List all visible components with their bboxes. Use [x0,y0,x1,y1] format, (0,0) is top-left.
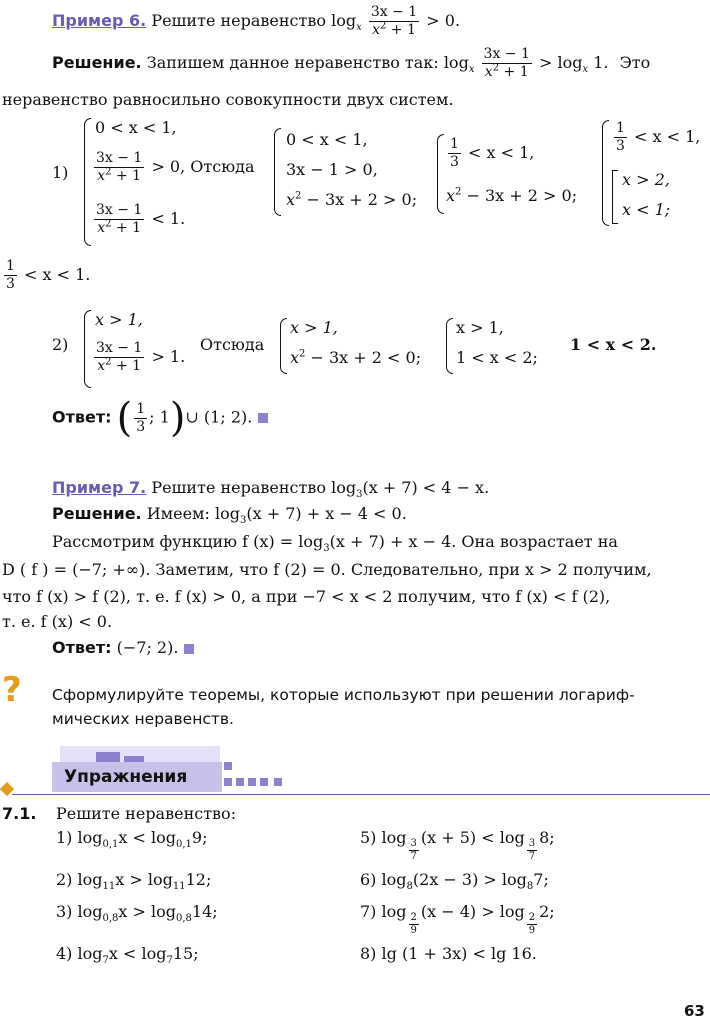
log-base: 3 [239,515,247,526]
example7-label: Пример 7. [52,478,147,497]
base-denominator: 9 [410,925,417,936]
rhs-one: 1. [593,53,609,72]
case1-sys-d1 [612,120,700,155]
solution-pre: Имеем: log [146,504,240,523]
item-part: 9; [191,828,208,847]
case1-bracket-d [612,170,618,224]
item-part: log [77,828,103,847]
solution-label: Решение. [52,53,142,72]
case1-sys-b2: 3x − 1 > 0, [286,160,378,179]
case1-sys-a2 [92,150,255,185]
case2-sys-c2: 1 < x < 2; [456,348,538,367]
case2-sys-c1: x > 1, [456,318,504,337]
den-base: x [372,22,380,38]
case1-sys-a3 [92,202,185,237]
item-part: log [77,944,103,963]
item-part: 8; [539,828,555,847]
tail: < x < 1, [468,143,535,162]
item-part: (x + 5) < log [420,828,525,847]
case2-brace-a [84,310,91,388]
answer-tail: ∪ (1; 2). [185,407,253,427]
item-part: x > log [118,902,177,921]
fraction-denominator: 3 [6,276,15,292]
case2-sys-b2 [290,348,421,367]
example7-solution [52,504,407,526]
example7-p1 [52,532,618,554]
item-part: x < log [118,828,177,847]
solution-text: Запишем данное неравенство так: [146,53,439,72]
case2-sys-a2 [92,340,185,375]
var: x [290,348,300,367]
case1-sys-b3 [286,190,417,209]
base-denominator: 7 [410,851,417,862]
item-part: log [381,828,407,847]
log-base: 7 [102,955,109,966]
case1-sys-c2 [446,186,577,205]
example6-task: Решите неравенство [151,11,326,30]
fraction-denominator [482,64,532,81]
log-base: 7 [166,955,173,966]
example7-header [52,478,490,500]
item-part: 7; [533,870,549,889]
item-part: log [77,902,103,921]
exercise-item [56,944,199,966]
p1-pre: Рассмотрим функцию f (x) = log [52,532,324,551]
case1-brace-d [602,120,609,226]
case1-result [2,258,90,293]
task-post: (x + 7) < 4 − x. [362,478,490,497]
den-rest: + 1 [111,358,142,374]
base-denominator: 9 [528,925,536,936]
item-part: log [381,870,407,889]
fraction [614,120,627,155]
otsyuda-word: Отсюда [190,157,255,176]
page-number: 63 [684,1002,705,1020]
item-number: 5) [360,828,382,847]
fraction [94,150,144,185]
exercise-task: Решите неравенство: [56,804,237,823]
rest: − 3x + 2 > 0; [301,190,418,209]
log-base: 11 [102,881,116,892]
right-paren: ) [169,395,186,441]
base-fraction [409,838,419,863]
fraction-numerator: 3x − 1 [96,340,143,356]
base-fraction [409,912,419,937]
fraction-denominator [94,220,144,237]
den-base: x [97,168,106,184]
example7-p3: что f (x) > f (2), т. е. f (x) > 0, а при −7 < x < 2 получим, что f (x) < f (2), [2,587,611,606]
log-base [407,912,421,936]
example6-fraction [369,4,419,39]
example6-label: Пример 6. [52,11,147,30]
log-base: 0,8 [102,913,119,924]
log-base: 0,8 [176,913,192,924]
question-line2: мических неравенств. [52,710,234,728]
dot [236,778,244,786]
den-base: x [97,220,106,236]
fraction [448,136,461,171]
base-numerator: 3 [410,838,417,849]
end-square-icon [258,413,268,423]
den-rest: + 1 [386,22,416,38]
fraction-denominator [94,358,144,375]
log-base: 0,1 [176,839,192,850]
case1-sys-d3: x < 1; [622,200,671,219]
exp: 2 [299,348,306,360]
exp: 2 [295,190,302,202]
fraction-numerator: 1 [450,136,459,152]
fraction [94,340,144,375]
item-part: 14; [191,902,218,921]
solution-fraction [482,46,532,81]
den-exp: 2 [379,20,387,32]
var: x [446,186,456,205]
exercise-number: 7.1. [2,804,37,823]
exercises-decoration-dark [96,752,120,762]
case1-sys-d2: x > 2, [622,170,670,189]
case1-number: 1) [52,163,69,182]
base-fraction [527,912,537,937]
p1-post: (x + 7) + x − 4. Она возрастает на [329,532,618,551]
example7-answer [52,638,194,657]
fraction-denominator: 3 [136,418,146,435]
den-exp: 2 [492,62,500,74]
gt-zero: > 0. [426,11,461,30]
item-part: 12; [185,870,212,889]
item-part: log [381,902,407,921]
exp: 2 [455,186,462,198]
exercise-item [56,902,218,924]
example6-header [52,4,460,39]
answer-label: Ответ: [52,638,112,657]
case1-brace-b [274,128,281,216]
dot [260,778,268,786]
fraction-denominator [94,168,144,185]
rhs-log: > log [538,53,583,72]
den-rest: + 1 [111,220,142,236]
exercise-item [360,944,537,963]
fraction-numerator: 3x − 1 [370,4,418,20]
log-base: 11 [172,881,186,892]
case2-sys-a1: x > 1, [95,310,143,329]
fraction-denominator: 3 [450,154,459,170]
eto-word: Это [619,53,651,72]
item-number: 8) [360,944,382,963]
base-numerator: 2 [528,912,536,923]
exercise-item [56,870,212,892]
left-paren: ( [116,395,133,441]
case1-sys-b1: 0 < x < 1, [286,130,368,149]
log-text: log [443,53,469,72]
example6-answer [52,395,268,441]
item-number: 6) [360,870,382,889]
item-number: 4) [56,944,78,963]
item-number: 2) [56,870,78,889]
var: x [286,190,296,209]
tail: < 1. [151,209,186,228]
log-base [407,838,421,862]
log-base [525,838,539,862]
log-base: 3 [356,489,363,500]
question-line1: Сформулируйте теоремы, которые используют при решении логариф- [52,686,635,704]
case1-sys-c1 [446,136,534,171]
case2-otsyuda: Отсюда [200,335,265,354]
dot [248,778,256,786]
den-exp: 2 [105,166,112,178]
dot [224,778,232,786]
exercise-item [360,828,555,863]
case2-brace-c [446,318,453,374]
fraction-denominator [369,22,419,39]
log-base: x [356,22,362,33]
answer-mid: ; 1 [149,407,170,427]
fraction [4,258,17,293]
item-part: 2; [539,902,555,921]
log-base: 8 [406,881,413,892]
exercises-rule [12,794,710,795]
case1-sys-a1: 0 < x < 1, [95,118,177,137]
item-part: lg (1 + 3x) < lg 16. [381,944,537,963]
case2-sys-b1: x > 1, [290,318,338,337]
den-exp: 2 [105,356,112,368]
question-mark-icon: ? [2,670,22,710]
fraction-numerator: 3x − 1 [483,46,530,62]
den-rest: + 1 [499,64,529,80]
case2-brace-b [280,318,287,374]
fraction-numerator: 3x − 1 [96,202,143,218]
example6-solution [52,46,650,81]
log-base: x [468,64,475,75]
base-numerator: 3 [528,838,536,849]
log-base [525,912,539,936]
rest: − 3x + 2 > 0; [461,186,578,205]
item-number: 1) [56,828,78,847]
item-number: 7) [360,902,382,921]
log-base: x [582,64,589,75]
den-base: x [484,64,493,80]
den-exp: 2 [105,218,112,230]
case2-number: 2) [52,335,69,354]
case1-brace-a [84,118,91,246]
fraction [134,401,147,436]
fraction-numerator: 1 [6,258,15,274]
answer-label: Ответ: [52,407,112,427]
tail: < x < 1. [24,265,91,284]
solution-post: (x + 7) + x − 4 < 0. [246,504,407,523]
den-rest: + 1 [111,168,142,184]
log-base: 3 [323,543,330,554]
log-base: 0,1 [102,839,119,850]
item-number: 3) [56,902,78,921]
exercise-item [360,902,555,937]
item-part: 15; [172,944,199,963]
example7-p2: D ( f ) = (−7; +∞). Заметим, что f (2) = 0. Следовательно, при x > 2 получим, [2,560,652,579]
example7-p4: т. е. f (x) < 0. [2,612,113,631]
tail: > 0, [151,157,186,176]
item-part: x < log [108,944,167,963]
answer-value: (−7; 2). [116,638,179,657]
fraction-denominator: 3 [616,138,625,154]
base-numerator: 2 [410,912,417,923]
log-text: log [331,11,357,30]
dot [274,778,282,786]
case2-result: 1 < x < 2. [570,335,657,354]
end-square-icon [184,644,194,654]
base-fraction [527,838,537,863]
log-base: 8 [526,881,534,892]
item-part: (2x − 3) > log [412,870,527,889]
tail: > 1. [151,347,186,366]
base-denominator: 7 [528,851,536,862]
dot [224,762,232,770]
item-part: log [77,870,103,889]
fraction-numerator: 1 [136,400,146,417]
fraction-numerator: 1 [616,120,625,136]
solution-label: Решение. [52,504,142,523]
rest: − 3x + 2 < 0; [305,348,422,367]
exercise-item [56,828,208,850]
task-pre: Решите неравенство log [151,478,357,497]
fraction-numerator: 3x − 1 [96,150,143,166]
fraction [94,202,144,237]
exercises-heading: Упражнения [64,767,188,787]
den-base: x [97,358,106,374]
tail: < x < 1, [634,127,701,146]
item-part: (x − 4) > log [420,902,525,921]
item-part: x > log [115,870,173,889]
example6-line2: неравенство равносильно совокупности двух систем. [2,90,454,109]
exercise-item [360,870,549,892]
case1-brace-c [437,134,444,214]
